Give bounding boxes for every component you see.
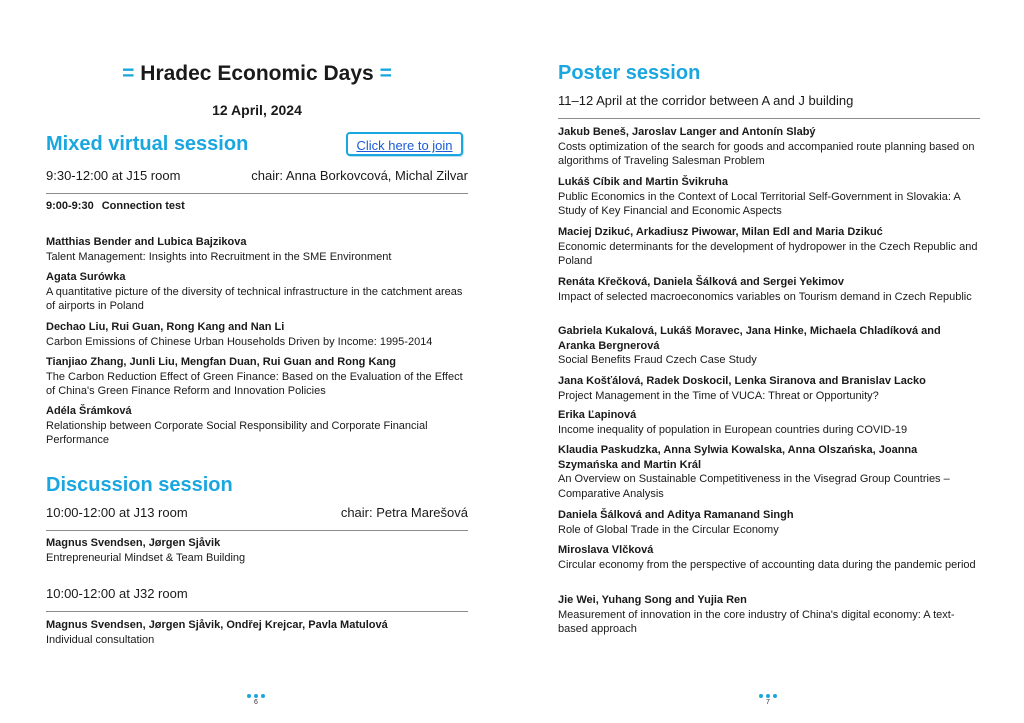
poster-authors: Erika Ľapinová: [558, 409, 637, 421]
discussion-title: Entrepreneurial Mindset & Team Building: [46, 551, 246, 564]
poster-title: Economic determinants for the development of hydropower in the Czech Republic and Poland: [558, 240, 978, 268]
poster-authors: Klaudia Paskudzka, Anna Sylwia Kowalska, Anna Olszańska, Joanna Szymańska and Martin Král: [558, 444, 918, 471]
divider: [46, 530, 468, 531]
discussion-session-title: Discussion session: [46, 474, 233, 496]
poster-title: Project Management in the Time of VUCA: Threat or Opportunity?: [558, 389, 879, 402]
consultation-entry: [46, 618, 468, 647]
poster-authors: Maciej Dzikuć, Arkadiusz Piwowar, Milan Edl and Maria Dzikuć: [558, 226, 883, 238]
paper-title: Carbon Emissions of Chinese Urban Households Driven by Income: 1995-2014: [46, 335, 433, 348]
consultation-time-room: 10:00-12:00 at J32 room: [46, 586, 188, 601]
poster-entry: [558, 543, 980, 572]
paper-authors: Dechao Liu, Rui Guan, Rong Kang and Nan Li: [46, 321, 285, 333]
poster-title: An Overview on Sustainable Competitiveness in the Visegrad Group Countries – Comparative Analysis: [558, 473, 950, 500]
paper-authors: Matthias Bender and Lubica Bajzikova: [46, 236, 247, 248]
paper-entry: [46, 404, 468, 448]
page-footer: [241, 694, 271, 706]
poster-title: Measurement of innovation in the core industry of China's digital economy: A text-based approach: [558, 608, 955, 636]
paper-entry: [46, 355, 468, 399]
divider: [46, 611, 468, 612]
poster-entry: [558, 374, 980, 403]
poster-title: Public Economics in the Context of Local Territorial Self-Government in Slovakia: A Study of Key Financial and Economic Aspects: [558, 190, 961, 218]
poster-title: Impact of selected macroeconomics variables on Tourism demand in Czech Republic: [558, 290, 972, 303]
poster-authors: Jana Košťálová, Radek Doskocil, Lenka Siranova and Branislav Lacko: [558, 375, 926, 387]
poster-entry: [558, 508, 980, 537]
paper-title: Relationship between Corporate Social Responsibility and Corporate Financial Performance: [46, 419, 428, 447]
poster-authors: Miroslava Vlčková: [558, 544, 654, 556]
discussion-entry: [46, 536, 468, 565]
consultation-authors: Magnus Svendsen, Jørgen Sjåvik, Ondřej Krejcar, Pavla Matulová: [46, 619, 388, 631]
mixed-session-title: Mixed virtual session: [46, 133, 249, 155]
consultation-title: Individual consultation: [46, 633, 155, 646]
poster-authors: Lukáš Cíbik and Martin Švikruha: [558, 176, 728, 188]
divider: [46, 193, 468, 194]
poster-entry: [558, 175, 980, 219]
connection-label: Connection test: [101, 200, 185, 212]
event-date: 12 April, 2024: [212, 102, 302, 118]
dots-icon: [753, 694, 783, 698]
poster-entry: [558, 275, 980, 304]
poster-entry: [558, 408, 980, 437]
main-title: [46, 62, 468, 86]
page-number: 6: [254, 699, 258, 706]
discussion-chair: chair: Petra Marešová: [340, 505, 468, 520]
right-page: [558, 0, 980, 723]
poster-entry: [558, 443, 980, 501]
poster-title: Income inequality of population in European countries during COVID-19: [558, 423, 908, 436]
discussion-time-row: [46, 505, 468, 520]
title-decor-left: =: [122, 62, 135, 85]
left-page: [46, 0, 468, 723]
title-decor-right: =: [379, 62, 392, 85]
page-number: 7: [766, 699, 770, 706]
discussion-time-room: 10:00-12:00 at J13 room: [46, 505, 188, 520]
connection-time: 9:00-9:30: [46, 200, 94, 212]
paper-entry: [46, 320, 468, 349]
poster-title: Role of Global Trade in the Circular Economy: [558, 523, 779, 536]
paper-entry: [46, 235, 468, 264]
dots-icon: [241, 694, 271, 698]
paper-entry: [46, 270, 468, 314]
mixed-session-time-row: [46, 168, 468, 183]
paper-title: A quantitative picture of the diversity of technical infrastructure in the catchment areas of airports in Poland: [46, 285, 463, 313]
poster-authors: Jakub Beneš, Jaroslav Langer and Antonín Slabý: [558, 126, 816, 138]
poster-session-subtitle: 11–12 April at the corridor between A and J building: [558, 93, 854, 108]
poster-authors: Gabriela Kukalová, Lukáš Moravec, Jana Hinke, Michaela Chladíková and Aranka Bergnerová: [558, 325, 941, 352]
poster-entry: [558, 324, 980, 368]
consultation-time-row: [46, 586, 468, 601]
join-button[interactable]: Click here to join: [346, 132, 463, 156]
page-footer: [753, 694, 783, 706]
paper-authors: Agata Surówka: [46, 271, 126, 283]
poster-entry: [558, 225, 980, 269]
poster-authors: Jie Wei, Yuhang Song and Yujia Ren: [558, 594, 747, 606]
mixed-session-chair: chair: Anna Borkovcová, Michal Zilvar: [251, 168, 468, 183]
paper-authors: Tianjiao Zhang, Junli Liu, Mengfan Duan, Rui Guan and Rong Kang: [46, 356, 396, 368]
poster-title: Costs optimization of the search for goods and accompanied route planning based on algorithms of Traveling Salesman Problem: [558, 140, 975, 168]
paper-title: The Carbon Reduction Effect of Green Finance: Based on the Evaluation of the Effect of China's Green Finance Reform and Innovation Policies: [46, 370, 463, 398]
connection-test: [46, 200, 185, 212]
mixed-session-time-room: 9:30-12:00 at J15 room: [46, 168, 181, 183]
poster-title: Circular economy from the perspective of accounting data during the pandemic period: [558, 558, 976, 571]
poster-title: Social Benefits Fraud Czech Case Study: [558, 354, 757, 367]
poster-authors: Daniela Šálková and Aditya Ramanand Singh: [558, 509, 794, 521]
poster-session-title: Poster session: [558, 62, 701, 84]
discussion-authors: Magnus Svendsen, Jørgen Sjåvik: [46, 537, 221, 549]
poster-entry: [558, 593, 980, 637]
divider: [558, 118, 980, 119]
poster-authors: Renáta Křečková, Daniela Šálková and Sergei Yekimov: [558, 276, 844, 288]
poster-entry: [558, 125, 980, 169]
paper-title: Talent Management: Insights into Recruitment in the SME Environment: [46, 250, 392, 263]
main-title-text: Hradec Economic Days: [140, 62, 374, 85]
paper-authors: Adéla Šrámková: [46, 405, 132, 417]
